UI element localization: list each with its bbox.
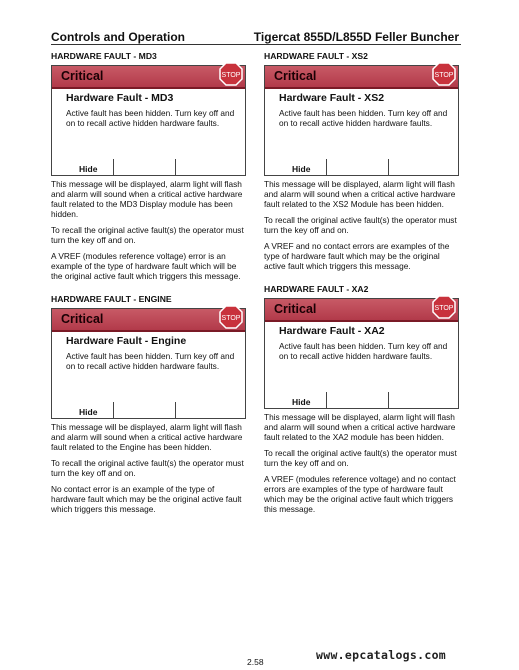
fault-message: Active fault has been hidden. Turn key off and on to recall active hidden hardware faults. xyxy=(279,108,448,128)
stop-sign-icon xyxy=(432,62,456,86)
fault-title: Hardware Fault - XA2 xyxy=(279,325,385,337)
critical-badge: Critical xyxy=(61,69,104,83)
stop-label: STOP xyxy=(434,305,454,312)
paragraph: To recall the original active fault(s) the operator must turn the key off and on. xyxy=(51,225,244,245)
page-number: 2.58 xyxy=(247,657,264,667)
hide-button[interactable]: Hide xyxy=(52,402,114,418)
empty-softkey[interactable] xyxy=(114,159,176,175)
empty-softkey[interactable] xyxy=(327,159,389,175)
header-rule xyxy=(51,44,461,45)
section-engine xyxy=(51,294,249,514)
paragraph: This message will be displayed, alarm light will flash and alarm will sound when a critical active hardware fault related to the XS2 Module has been hidden. xyxy=(264,179,456,209)
paragraph: This message will be displayed, alarm light will flash and alarm will sound when a critical active hardware fault related to the Engine has been hidden. xyxy=(51,422,243,452)
hide-button[interactable]: Hide xyxy=(265,159,327,175)
critical-bar xyxy=(265,299,458,322)
fault-panel-engine xyxy=(51,308,246,419)
critical-badge: Critical xyxy=(61,312,104,326)
stop-label: STOP xyxy=(221,72,241,79)
paragraph: To recall the original active fault(s) the operator must turn the key off and on. xyxy=(264,215,457,235)
stop-sign-icon xyxy=(432,295,456,319)
stop-sign-icon xyxy=(219,62,243,86)
section-xa2 xyxy=(264,284,462,514)
hide-button[interactable]: Hide xyxy=(265,392,327,408)
stop-label: STOP xyxy=(434,72,454,79)
paragraph: No contact error is an example of the type of hardware fault which may be the original active fault which triggers this message. xyxy=(51,484,242,514)
paragraph: This message will be displayed, alarm light will flash and alarm will sound when a critical active hardware fault related to the XA2 module has been hidden. xyxy=(264,412,456,442)
paragraph: To recall the original active fault(s) the operator must turn the key off and on. xyxy=(51,458,244,478)
critical-bar xyxy=(52,66,245,89)
fault-message: Active fault has been hidden. Turn key off and on to recall active hidden hardware faults. xyxy=(66,108,235,128)
page-header-right: Tigercat 855D/L855D Feller Buncher xyxy=(253,30,459,44)
critical-bar xyxy=(265,66,458,89)
critical-badge: Critical xyxy=(274,69,317,83)
empty-softkey[interactable] xyxy=(114,402,176,418)
stop-sign-icon xyxy=(219,305,243,329)
fault-title: Hardware Fault - XS2 xyxy=(279,92,385,104)
watermark: www.epcatalogs.com xyxy=(316,648,447,662)
stop-label: STOP xyxy=(221,315,241,322)
section-md3 xyxy=(51,51,249,281)
page-header-left: Controls and Operation xyxy=(51,30,186,44)
fault-panel-md3 xyxy=(51,65,246,176)
fault-panel-xs2 xyxy=(264,65,459,176)
section-title: HARDWARE FAULT - ENGINE xyxy=(51,294,172,304)
section-title: HARDWARE FAULT - XA2 xyxy=(264,284,369,294)
fault-panel-xa2 xyxy=(264,298,459,409)
fault-message: Active fault has been hidden. Turn key off and on to recall active hidden hardware faults. xyxy=(279,341,448,361)
paragraph: To recall the original active fault(s) the operator must turn the key off and on. xyxy=(264,448,457,468)
fault-message: Active fault has been hidden. Turn key off and on to recall active hidden hardware faults. xyxy=(66,351,235,371)
section-xs2 xyxy=(264,51,462,271)
paragraph: This message will be displayed, alarm light will flash and alarm will sound when a critical active hardware fault related to the MD3 Display module has been hidden. xyxy=(51,179,243,219)
section-title: HARDWARE FAULT - MD3 xyxy=(51,51,157,61)
section-title: HARDWARE FAULT - XS2 xyxy=(264,51,368,61)
paragraph: A VREF (modules reference voltage) error is an example of the type of hardware fault which will be the original active fault which triggers this message. xyxy=(51,251,241,281)
critical-badge: Critical xyxy=(274,302,317,316)
critical-bar xyxy=(52,309,245,332)
empty-softkey[interactable] xyxy=(327,392,389,408)
fault-title: Hardware Fault - MD3 xyxy=(66,92,174,104)
fault-title: Hardware Fault - Engine xyxy=(66,335,187,347)
paragraph: A VREF and no contact errors are examples of the type of hardware fault which may be the original active fault which triggers this message. xyxy=(264,241,450,271)
hide-button[interactable]: Hide xyxy=(52,159,114,175)
paragraph: A VREF (modules reference voltage) and no contact errors are examples of the type of hardware fault which may be the original active fault which triggers this message. xyxy=(264,474,456,514)
